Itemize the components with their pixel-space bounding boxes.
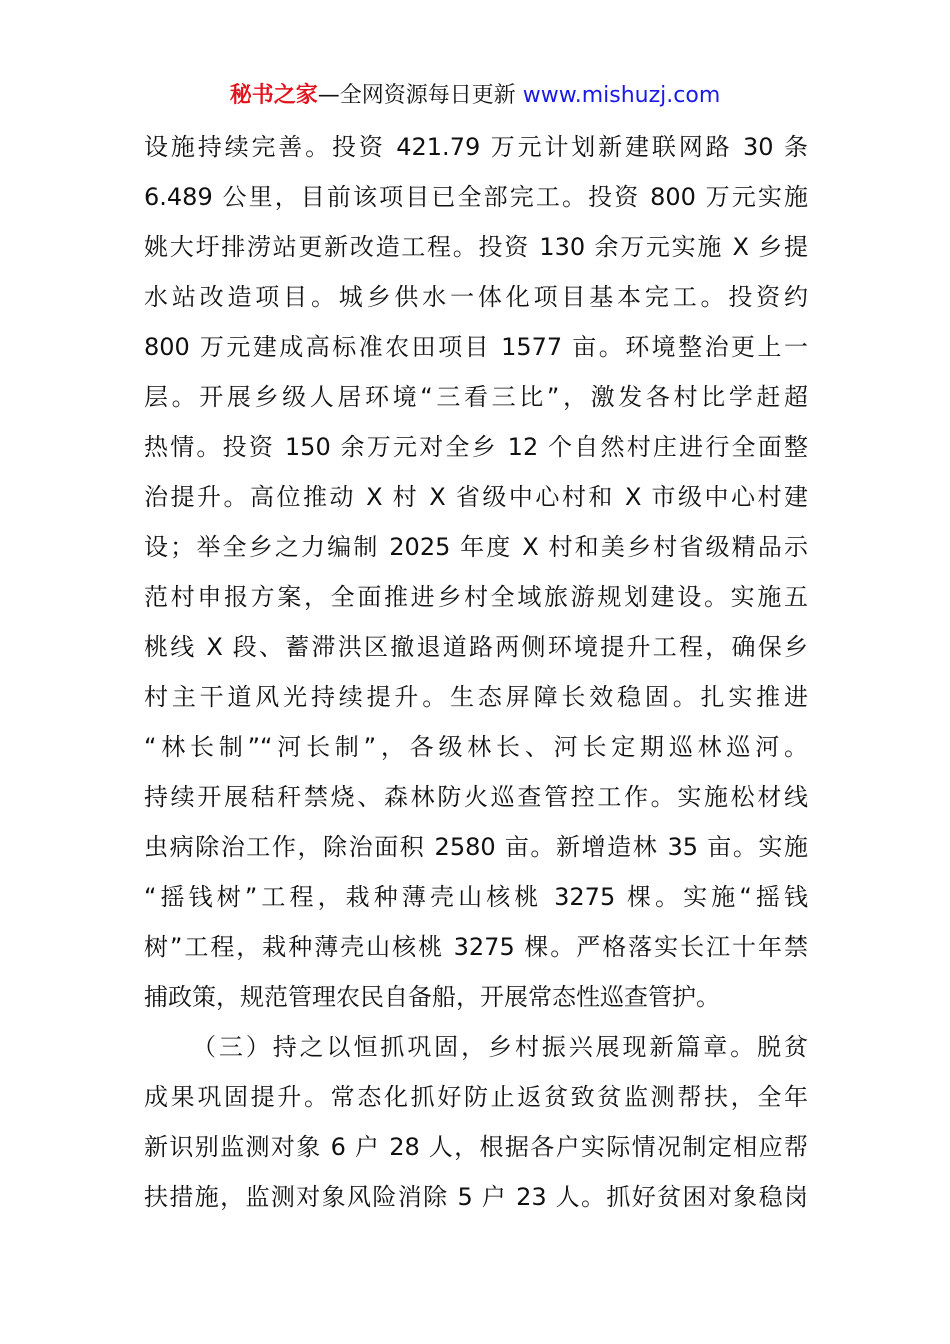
text-line: 树”工程，栽种薄壳山核桃 3275 棵。严格落实长江十年禁 (144, 933, 808, 961)
text-line: 6.489 公里，目前该项目已全部完工。投资 800 万元实施 (144, 183, 808, 211)
site-url-link[interactable]: www.mishuzj.com (522, 83, 721, 108)
text-line: 虫病除治工作，除治面积 2580 亩。新增造林 35 亩。实施 (144, 833, 808, 861)
text-line: 成果巩固提升。常态化抓好防止返贫致贫监测帮扶，全年 (144, 1083, 808, 1111)
text-line: 800 万元建成高标准农田项目 1577 亩。环境整治更上一 (144, 333, 808, 361)
text-line: 扶措施，监测对象风险消除 5 户 23 人。抓好贫困对象稳岗 (144, 1183, 808, 1211)
text-line: 热情。投资 150 余万元对全乡 12 个自然村庄进行全面整 (144, 433, 808, 461)
paragraph-end-line: 捕政策，规范管理农民自备船，开展常态性巡查管护。 (144, 983, 720, 1011)
site-header (0, 80, 950, 112)
text-line: 新识别监测对象 6 户 28 人，根据各户实际情况制定相应帮 (144, 1133, 808, 1161)
text-line: 范村申报方案，全面推进乡村全域旅游规划建设。实施五 (144, 583, 808, 611)
site-tagline: —全网资源每日更新 (317, 83, 516, 108)
document-body (144, 122, 808, 1222)
text-line: 治提升。高位推动 X 村 X 省级中心村和 X 市级中心村建 (144, 483, 808, 511)
text-line: 桃线 X 段、蓄滞洪区撤退道路两侧环境提升工程，确保乡 (144, 633, 808, 661)
text-line: 持续开展秸秆禁烧、森林防火巡查管控工作。实施松材线 (144, 783, 808, 811)
text-line: “林长制”“河长制”，各级林长、河长定期巡林巡河。 (144, 733, 808, 761)
text-line: 姚大圩排涝站更新改造工程。投资 130 余万元实施 X 乡提 (144, 233, 808, 261)
text-line: 村主干道风光持续提升。生态屏障长效稳固。扎实推进 (144, 683, 808, 711)
text-line: “摇钱树”工程，栽种薄壳山核桃 3275 棵。实施“摇钱 (144, 883, 808, 911)
section-heading-line: （三）持之以恒抓巩固，乡村振兴展现新篇章。脱贫 (192, 1033, 808, 1061)
site-brand: 秘书之家 (229, 83, 318, 108)
text-line: 水站改造项目。城乡供水一体化项目基本完工。投资约 (144, 283, 808, 311)
text-line: 设；举全乡之力编制 2025 年度 X 村和美乡村省级精品示 (144, 533, 808, 561)
text-line: 设施持续完善。投资 421.79 万元计划新建联网路 30 条 (144, 133, 808, 161)
text-line: 层。开展乡级人居环境“三看三比”，激发各村比学赶超 (144, 383, 808, 411)
